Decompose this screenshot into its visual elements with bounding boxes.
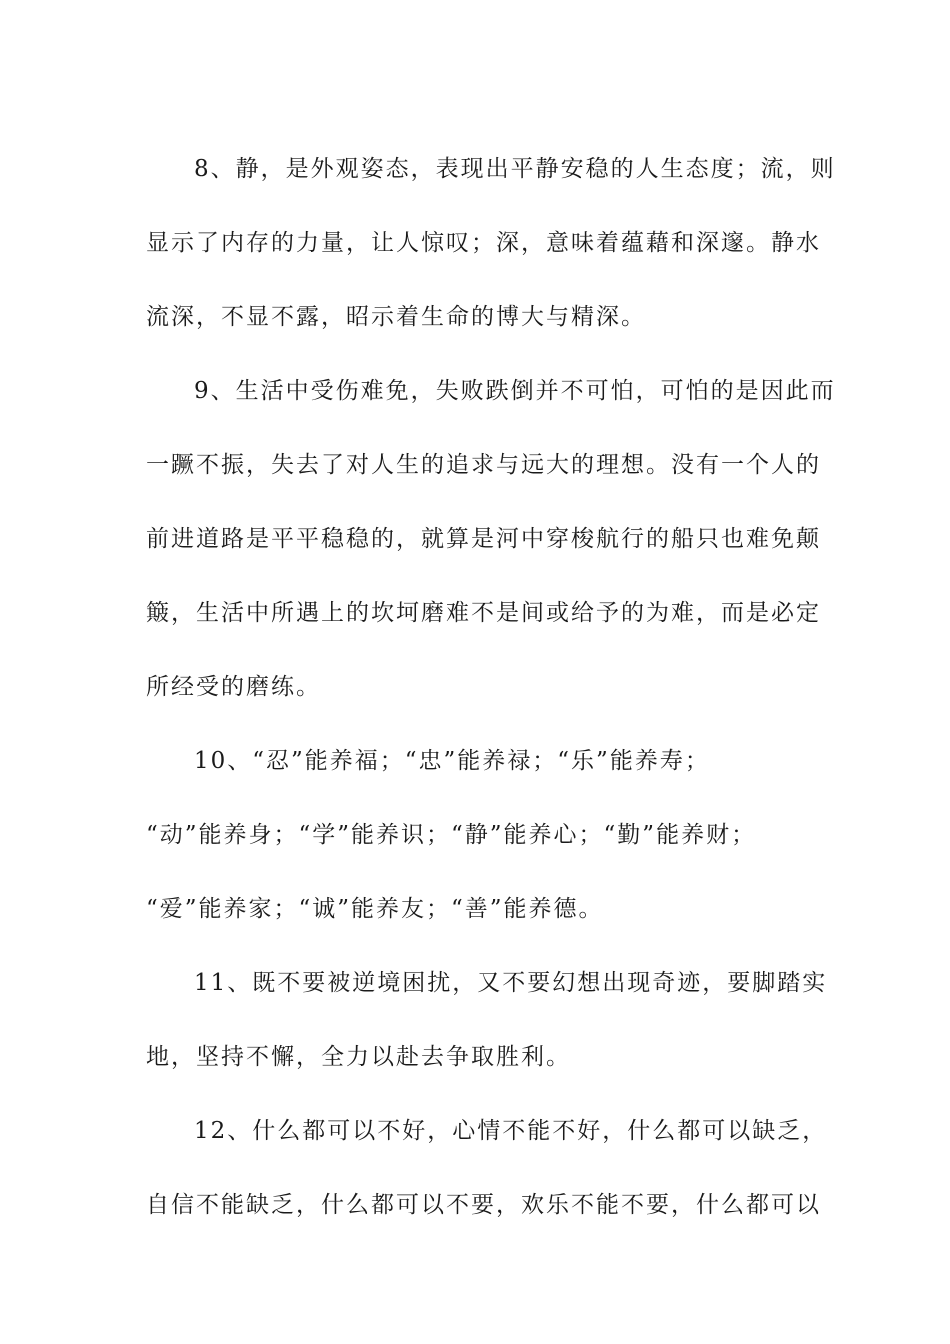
paragraph-line: 所经受的磨练。: [146, 674, 321, 700]
paragraph-line: 地，坚持不懈，全力以赴去争取胜利。: [146, 1044, 571, 1070]
paragraph-line: “动”能养身；“学”能养识；“静”能养心；“勤”能养财；: [146, 822, 757, 848]
paragraph-line: 9、生活中受伤难免，失败跌倒并不可怕，可怕的是因此而: [194, 378, 836, 404]
paragraph-line: 10、“忍”能养福；“忠”能养禄；“乐”能养寿；: [194, 748, 710, 774]
paragraph-line: 11、既不要被逆境困扰，又不要幻想出现奇迹，要脚踏实: [194, 970, 828, 996]
paragraph-line: “爱”能养家；“诚”能养友；“善”能养德。: [146, 896, 604, 922]
document-body: [146, 132, 836, 1242]
paragraph-line: 一蹶不振，失去了对人生的追求与远大的理想。没有一个人的: [146, 452, 821, 478]
paragraph-line: 前进道路是平平稳稳的，就算是河中穿梭航行的船只也难免颠: [146, 526, 821, 552]
paragraph-line: 簸，生活中所遇上的坎坷磨难不是间或给予的为难，而是必定: [146, 600, 821, 626]
paragraph-line: 流深，不显不露，昭示着生命的博大与精深。: [146, 304, 646, 330]
paragraph-9: [146, 354, 836, 724]
paragraph-line: 显示了内存的力量，让人惊叹；深，意味着蕴藉和深邃。静水: [146, 230, 821, 256]
paragraph-line: 自信不能缺乏，什么都可以不要，欢乐不能不要，什么都可以: [146, 1192, 821, 1218]
paragraph-line: 12、什么都可以不好，心情不能不好，什么都可以缺乏，: [194, 1118, 828, 1144]
paragraph-line: 8、静，是外观姿态，表现出平静安稳的人生态度；流，则: [194, 156, 836, 182]
paragraph-10: [146, 724, 806, 946]
paragraph-12: [146, 1094, 828, 1242]
paragraph-8: [146, 132, 836, 354]
paragraph-11: [146, 946, 828, 1094]
